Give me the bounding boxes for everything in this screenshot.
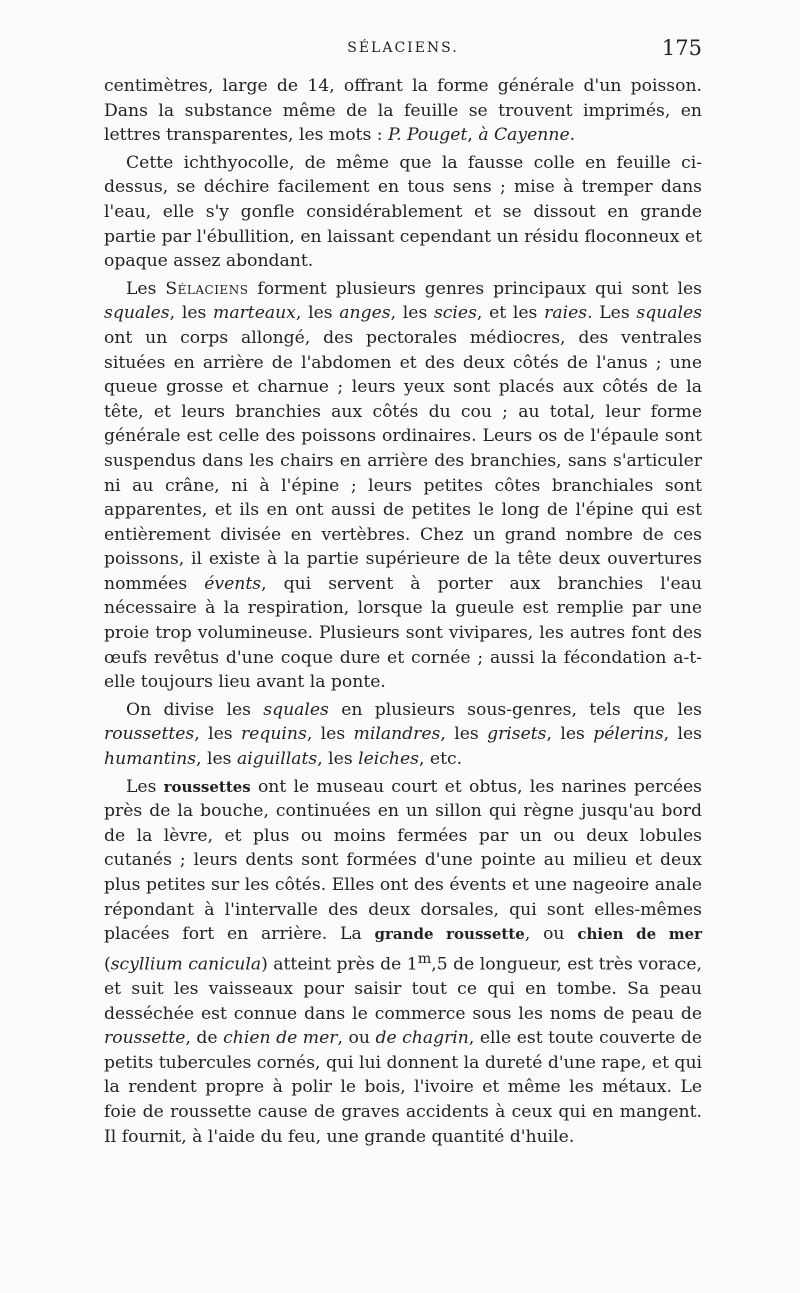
italic-run: évents bbox=[204, 573, 262, 594]
text-run: , les bbox=[317, 749, 359, 770]
text-run: , les bbox=[390, 303, 434, 324]
italic-run: milandres bbox=[353, 724, 441, 745]
italic-run: pélerins bbox=[593, 724, 664, 745]
italic-run: scies bbox=[433, 303, 477, 324]
text-run: , les bbox=[169, 303, 214, 324]
text-run: , les bbox=[440, 724, 488, 745]
italic-run: chien de mer bbox=[223, 1028, 338, 1049]
paragraph-2 bbox=[104, 151, 702, 274]
paragraph-5 bbox=[104, 775, 702, 1150]
text-run: en plusieurs sous-genres, tels que les bbox=[328, 699, 702, 720]
text-run: . Les bbox=[587, 303, 637, 324]
text-run: centimètres, large de 14, offrant la forme générale d'un poisson. Dans la substance même de la feuille se trouvent imprimés, en lettres transparentes, les mots : bbox=[104, 76, 702, 146]
text-run: , les bbox=[194, 724, 241, 745]
text-run: , elle est toute couverte de petits tubercules cornés, qui lui donnent la dureté d'une rape, et qui la rendent propre à polir le bois, l'ivoire et même les métaux. Le foie de roussette cause de graves accidents à ceux qui en mangent. Il fournit, à l'aide du feu, une grande quantité d'huile. bbox=[104, 1028, 703, 1147]
text-run: On divise les bbox=[126, 699, 264, 720]
bold-run: chien de mer bbox=[577, 925, 703, 944]
text-run: , qui servent à porter aux branchies l'eau nécessaire à la respiration, lorsque la gueule est remplie par une proie trop volumineuse. Plusieurs sont vivipares, les autres font des œufs revêtus d'une coque dure et cornée ; aussi la fécondation a-t-elle toujours lieu avant la ponte. bbox=[104, 573, 702, 693]
text-run: ont un corps allongé, des pectorales médiocres, des ventrales situées en arrière de l'abdomen et des deux côtés de l'anus ; une queue grosse et charnue ; leurs yeux sont placés aux côtés de la tête, et leurs branchies aux côtés du cou ; au total, leur forme générale est celle des poissons ordinaires. Leurs os de l'épaule sont suspendus dans les chairs en arrière des branchies, sans s'articuler ni au crâne, ni à l'épine ; leurs petites côtes branchiales sont apparentes, et ils en ont aussi de petites le long de l'épine qui est entièrement divisée en vertèbres. Chez un grand nombre de ces poissons, il existe à la partie supérieure de la tête deux ouvertures nommées bbox=[104, 327, 702, 594]
italic-run: squales bbox=[104, 303, 170, 324]
page bbox=[104, 36, 703, 1152]
italic-run: scyllium canicula bbox=[110, 954, 262, 975]
text-body bbox=[104, 74, 702, 1149]
text-run: , ou bbox=[524, 924, 578, 945]
text-run: Les bbox=[126, 278, 166, 299]
text-run: , ou bbox=[337, 1028, 376, 1049]
text-run: , les bbox=[546, 724, 594, 745]
paragraph-4 bbox=[104, 698, 702, 772]
text-run: , les bbox=[196, 749, 237, 770]
text-run: , de bbox=[185, 1028, 224, 1049]
italic-run: anges bbox=[339, 303, 391, 324]
italic-run: requins bbox=[240, 724, 307, 745]
text-run: , les bbox=[295, 303, 340, 324]
paragraph-1 bbox=[104, 74, 702, 148]
text-run: Les bbox=[126, 776, 164, 797]
italic-run: marteaux bbox=[213, 303, 296, 324]
italic-run: raies bbox=[544, 303, 588, 324]
italic-run: P. Pouget bbox=[388, 125, 468, 146]
running-title: SÉLACIENS. bbox=[347, 40, 459, 56]
italic-run: de chagrin bbox=[375, 1028, 469, 1049]
text-run: , les bbox=[663, 724, 702, 745]
text-run: ( bbox=[104, 954, 111, 975]
italic-run: squales bbox=[263, 699, 329, 720]
text-run: forment plusieurs genres principaux qui sont les bbox=[248, 278, 703, 299]
text-run: , etc. bbox=[418, 749, 463, 770]
italic-run: grisets bbox=[487, 724, 547, 745]
italic-run: humantins bbox=[104, 749, 197, 770]
bold-run: grande roussette bbox=[374, 925, 525, 944]
text-run: , et les bbox=[476, 303, 545, 324]
italic-run: roussettes bbox=[104, 724, 195, 745]
text-run: . bbox=[569, 125, 576, 146]
superscript: m bbox=[417, 950, 432, 967]
italic-run: squales bbox=[636, 303, 703, 324]
italic-run: roussette bbox=[104, 1028, 186, 1049]
bold-run: roussettes bbox=[163, 777, 251, 796]
italic-run: aiguillats bbox=[236, 749, 318, 770]
text-run: ) atteint près de 1 bbox=[261, 954, 418, 975]
text-run: , les bbox=[306, 724, 354, 745]
page-number: 175 bbox=[661, 36, 702, 60]
text-run: ont le museau court et obtus, les narines percées près de la bouche, continuées en un sillon qui règne jusqu'au bord de la lèvre, et plus ou moins fermées par un ou deux lobules cutanés ; leurs dents sont formées d'une pointe au milieu et deux plus petites sur les côtés. Elles ont des évents et une nageoire anale répondant à l'intervalle des deux dorsales, qui sont elles-mêmes placées fort en arrière. La bbox=[104, 776, 703, 945]
italic-run: leiches bbox=[358, 749, 419, 770]
italic-run: à Cayenne bbox=[478, 125, 570, 146]
text-run: , bbox=[467, 125, 479, 146]
paragraph-3 bbox=[104, 277, 702, 695]
text-run: Cette ichthyocolle, de même que la fausse colle en feuille ci-dessus, se déchire facilement en tous sens ; mise à tremper dans l'eau, elle s'y gonfle considérablement et se dissout en grande partie par l'ébullition, en laissant cependant un résidu floconneux et opaque assez abondant. bbox=[104, 152, 702, 272]
small-caps-run: Sélaciens bbox=[165, 278, 249, 299]
page-header bbox=[104, 36, 702, 74]
text-run: ,5 de longueur, est très vorace, et suit les vaisseaux pour saisir tout ce qui en tombe. Sa peau desséchée est connue dans le commerce sous les noms de peau de bbox=[104, 954, 703, 1024]
